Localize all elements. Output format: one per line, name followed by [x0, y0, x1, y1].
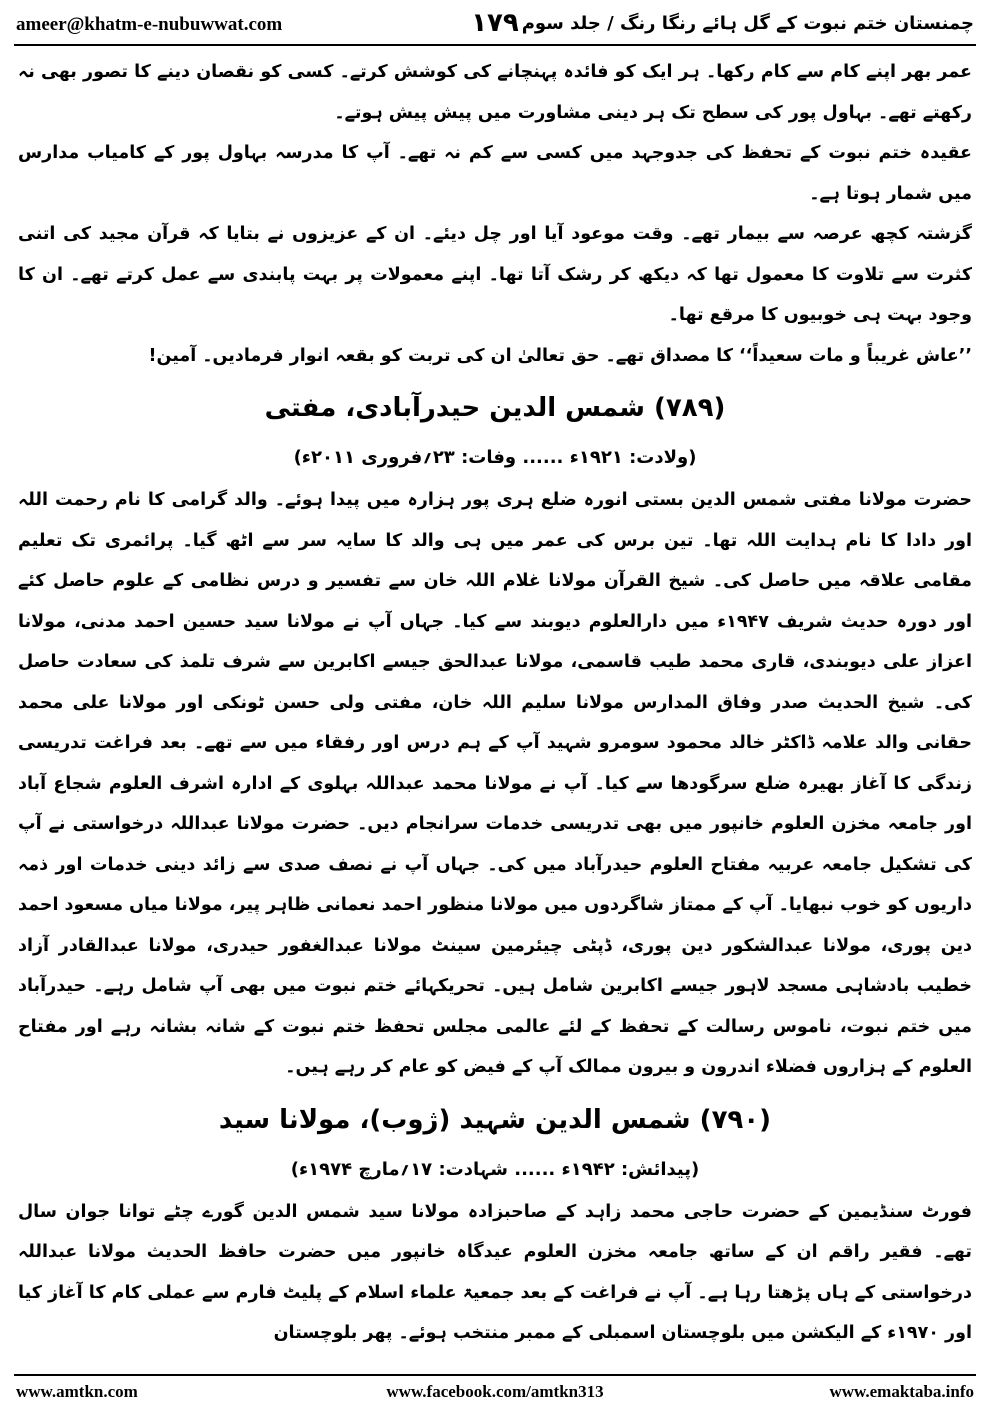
section-number: (۷۸۹)	[654, 393, 726, 423]
book-title: چمنستان ختم نبوت کے گل ہائے رنگا رنگ / جلد سوم	[521, 13, 974, 34]
section-dates: (ولادت: ۱۹۲۱ء ...... وفات: ۲۳؍فروری ۲۰۱۱ء)	[293, 447, 697, 468]
footer-link-emaktaba[interactable]: www.emaktaba.info	[829, 1382, 974, 1401]
intro-paragraph-2: عقیدہ ختم نبوت کے تحفظ کی جدوجہد میں کسی سے کم نہ تھے۔ آپ کا مدرسہ بہاول پور کے کامیاب مدارس میں شمار ہوتا ہے۔	[18, 143, 972, 204]
footer-divider	[14, 1374, 976, 1376]
header-email[interactable]: ameer@khatm-e-nubuwwat.com	[16, 14, 283, 35]
intro-paragraph-4: ’’عاش غریباً و مات سعیداً‘‘ کا مصداق تھے۔ حق تعالیٰ ان کی تربت کو بقعہ انوار فرمادیں۔ آمین!	[148, 345, 972, 366]
footer-link-amtkn[interactable]: www.amtkn.com	[16, 1382, 138, 1401]
header-divider	[14, 44, 976, 46]
section-heading-790	[18, 1094, 972, 1146]
section-paragraph: فورٹ سنڈیمین کے حضرت حاجی محمد زاہد کے صاحبزادہ مولانا سید شمس الدین گورے چٹے توانا جوان سال تھے۔ فقیر راقم ان کے ساتھ جامعہ مخزن العلوم عیدگاہ خانپور میں حضرت حافظ الحدیث مولانا عبداللہ درخواستی کے ہاں پڑھتا رہا ہے۔ آپ نے فراغت کے بعد جمعیۃ علماء اسلام کے پلیٹ فارم سے عملی کام کا آغاز کیا اور ۱۹۷۰ء کے الیکشن میں بلوچستان اسمبلی کے ممبر منتخب ہوئے۔ پھر بلوچستان	[18, 1201, 972, 1343]
section-title: شمس الدین شہید (ژوب)، مولانا سید	[218, 1104, 691, 1135]
page-body	[18, 52, 972, 1368]
intro-paragraph-1: عمر بھر اپنے کام سے کام رکھا۔ ہر ایک کو فائدہ پہنچانے کی کوشش کرتے۔ کسی کو نقصان دینے کا تصور بھی نہ رکھتے تھے۔ بہاول پور کی سطح تک ہر دینی مشاورت میں پیش پیش ہوتے۔	[18, 62, 972, 123]
section-number: (۷۹۰)	[699, 1104, 772, 1135]
footer-link-facebook[interactable]: www.facebook.com/amtkn313	[386, 1382, 604, 1401]
section-paragraph: حضرت مولانا مفتی شمس الدین بستی انورہ ضلع ہری پور ہزارہ میں پیدا ہوئے۔ والد گرامی کا نام رحمت اللہ اور دادا کا نام ہدایت اللہ تھا۔ تین برس کی عمر میں ہی والد کا سایہ سر سے اٹھ گیا۔ پرائمری تک تعلیم مقامی علاقہ میں حاصل کی۔ شیخ القرآن مولانا غلام اللہ خان سے تفسیر و درس نظامی کے علوم حاصل کئے اور دورہ حدیث شریف ۱۹۴۷ء میں دارالعلوم دیوبند سے کیا۔ جہاں آپ نے مولانا سید حسین احمد مدنی، مولانا اعزاز علی دیوبندی، قاری محمد طیب قاسمی، مولانا عبدالحق جیسے اکابرین سے شرف تلمذ کی سعادت حاصل کی۔ شیخ الحدیث صدر وفاق المدارس مولانا سلیم اللہ خان، مفتی ولی حسن ٹونکی اور مولانا علی محمد حقانی والد علامہ ڈاکٹر خالد محمود سومرو شہید آپ کے ہم درس اور رفقاء میں سے تھے۔ بعد فراغت تدریسی زندگی کا آغاز بھیرہ ضلع سرگودھا سے کیا۔ آپ نے مولانا محمد عبداللہ بہلوی کے ادارہ اشرف العلوم شجاع آباد اور جامعہ مخزن العلوم خانپور میں بھی تدریسی خدمات سرانجام دیں۔ حضرت مولانا عبداللہ درخواستی نے آپ کی تشکیل جامعہ عربیہ مفتاح العلوم حیدرآباد میں کی۔ جہاں آپ نے نصف صدی سے زائد دینی خدمات اور ذمہ داریوں کو خوب نبھایا۔ آپ کے ممتاز شاگردوں میں مولانا منظور احمد نعمانی ظاہر پیر، مولانا میاں مسعود احمد دین پوری، مولانا عبدالشکور دین پوری، ڈپٹی چیئرمین سینٹ مولانا عبدالغفور حیدری، مولانا عبدالقادر آزاد خطیب بادشاہی مسجد لاہور جیسے اکابرین شامل ہیں۔ تحریکہائے ختم نبوت میں بھی آپ شامل رہے۔ حیدرآباد میں ختم نبوت، ناموس رسالت کے تحفظ کے لئے عالمی مجلس تحفظ ختم نبوت کے شانہ بشانہ رہے اور مفتاح العلوم کے ہزاروں فضلاء اندرون و بیرون ممالک آپ کے فیض کو عام کر رہے ہیں۔	[18, 490, 972, 1077]
page-number: ۱۷۹	[471, 8, 519, 38]
intro-paragraph-3: گزشتہ کچھ عرصہ سے بیمار تھے۔ وقت موعود آیا اور چل دیئے۔ ان کے عزیزوں نے بتایا کہ قرآن مجید کی اتنی کثرت سے تلاوت کا معمول تھا کہ دیکھ کر رشک آتا تھا۔ اپنے معمولات پر بہت پابندی سے عمل کرتے تھے۔ ان کا وجود بہت ہی خوبیوں کا مرقع تھا۔	[18, 224, 972, 325]
section-dates: (پیدائش: ۱۹۴۲ء ...... شہادت: ۱۷؍مارچ ۱۹۷۴ء)	[290, 1158, 700, 1180]
section-title: شمس الدین حیدرآبادی، مفتی	[264, 393, 645, 423]
page-footer	[16, 1382, 974, 1408]
section-heading-789	[18, 382, 972, 434]
page-header	[14, 8, 976, 42]
